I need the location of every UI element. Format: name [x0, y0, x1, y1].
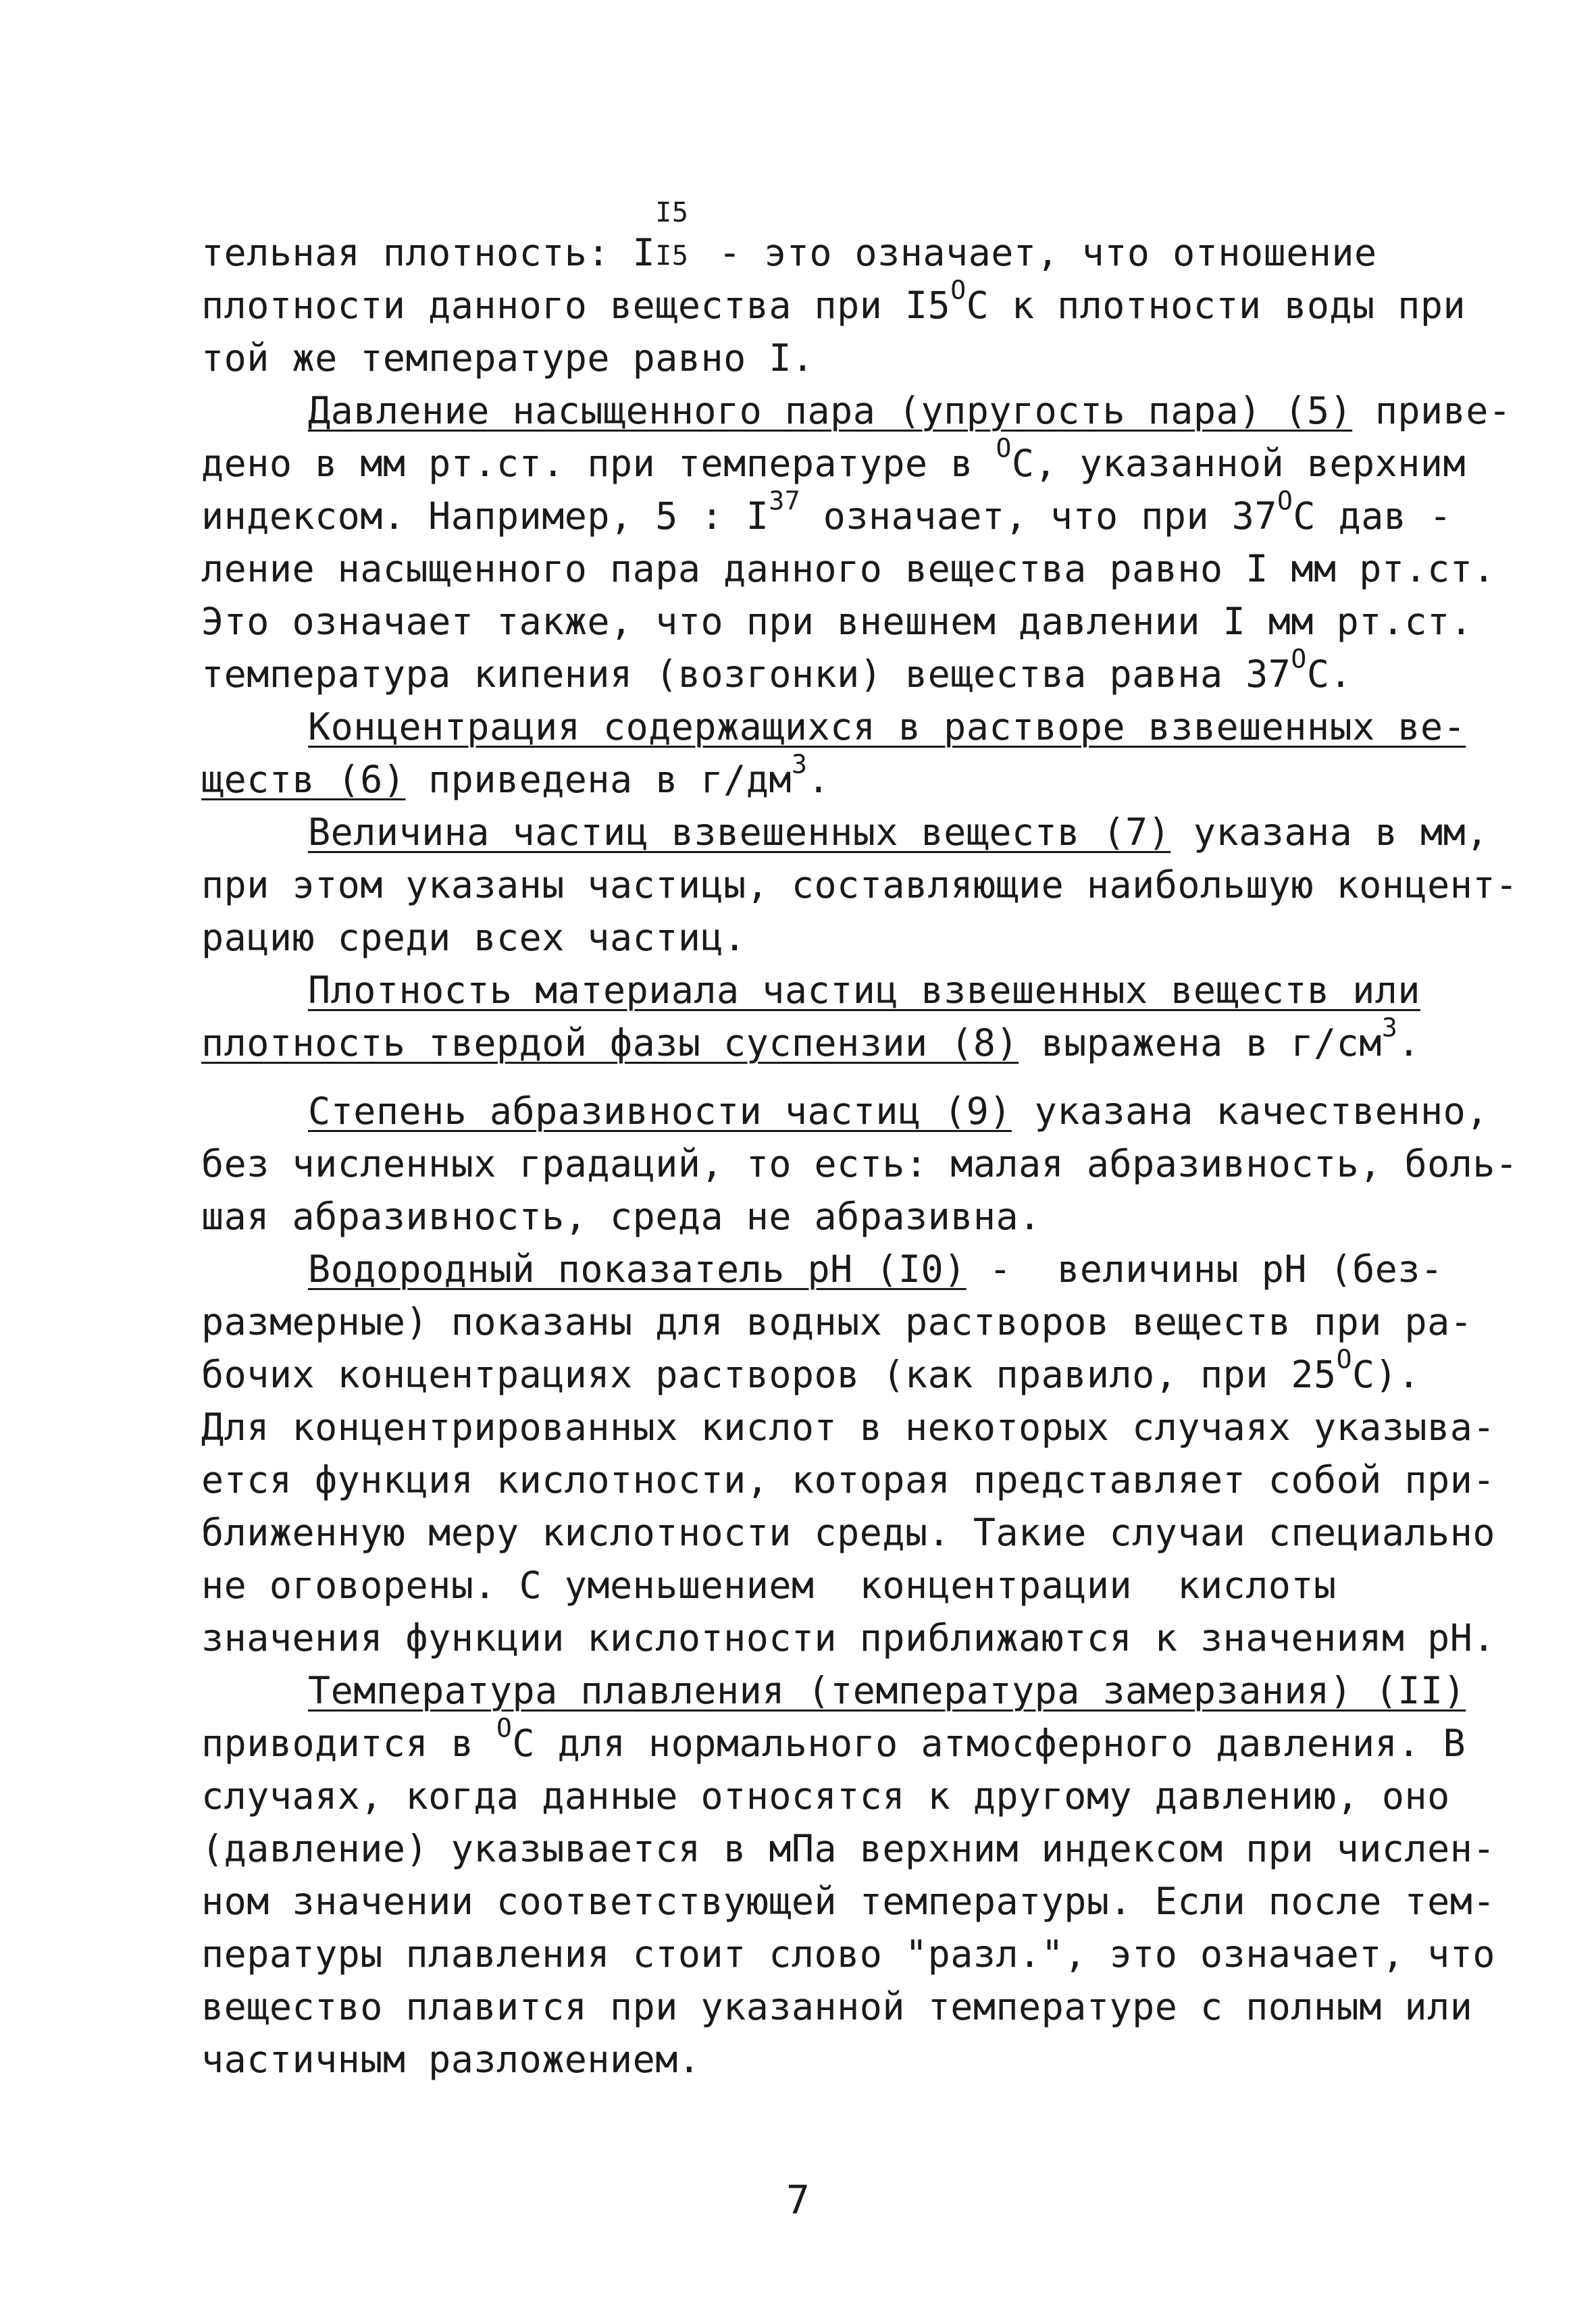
text-line: ление насыщенного пара данного вещества равно I мм рт.ст. [201, 547, 1495, 590]
text-line: Это означает также, что при внешнем давлении I мм рт.ст. [201, 600, 1473, 643]
text-line: тельная плотность: I I5 I5 - это означает, что отношение [201, 197, 1377, 274]
section-heading: Давление насыщенного пара (упругость пара) (5) [308, 389, 1353, 432]
text-line: частичным разложением. [201, 2038, 701, 2081]
text-line: температура кипения (возгонки) вещества равна $37^OС$. [201, 644, 1353, 696]
text-line: ном значении соответствующей температуры. Если после тем- [201, 1880, 1495, 1923]
section-heading: плотность твердой фазы суспензии (8) [201, 1021, 1019, 1064]
section-heading: Степень абразивности частиц (9) [308, 1089, 1012, 1133]
text-line [308, 964, 1420, 1017]
text-line: дено в мм рт.ст. при температуре в $^O$С, указанной верхним [201, 433, 1466, 485]
text-line: индексом. Например, 5 : $I^{37}$ означает, что при $37^OС$ дав - [201, 486, 1452, 538]
text-line: Давление насыщенного пара (упругость пара) (5) приве- [308, 389, 1512, 432]
text-line: рацию среди всех частиц. [201, 916, 746, 959]
text-line: пературы плавления стоит слово "разл.", это означает, что [201, 1932, 1495, 1976]
section-heading: Температура плавления (температура замерзания) (II) [308, 1669, 1466, 1712]
text-line: той же температуре равно I. [201, 336, 815, 380]
text-line: приводится в $^O$С для нормального атмосферного давления. В [201, 1713, 1466, 1765]
text-line: бочих концентрациях растворов (как правило, при $25^OС$). [201, 1344, 1420, 1396]
page-number: 7 [786, 2177, 810, 2223]
text-line: (давление) указывается в мПа верхним индексом при числен- [201, 1827, 1495, 1870]
section-heading: Водородный показатель рН (I0) [308, 1248, 967, 1291]
text-line: значения функции кислотности приближаются к значениям рН. [201, 1616, 1495, 1660]
text-line: размерные) показаны для водных растворов веществ при ра- [201, 1300, 1473, 1343]
section-heading: Величина частиц взвешенных веществ (7) [308, 811, 1171, 854]
text-line: Степень абразивности частиц (9) указана качественно, [308, 1089, 1489, 1133]
text-line [308, 1664, 1466, 1717]
text-line: ближенную меру кислотности среды. Такие случаи специально [201, 1511, 1495, 1554]
text-line: Для концентрированных кислот в некоторых случаях указыва- [201, 1406, 1495, 1449]
section-heading: Концентрация содержащихся в растворе взвешенных ве- [308, 705, 1466, 748]
section-heading: ществ (6) [201, 758, 406, 801]
text-line: при этом указаны частицы, составляющие наибольшую концент- [201, 863, 1518, 906]
text-line: ется функция кислотности, которая представляет собой при- [201, 1458, 1495, 1501]
text-line: плотность твердой фазы суспензии (8) выражена в $г/см^3$. [201, 1012, 1420, 1064]
text-line: Величина частиц взвешенных веществ (7) указана в мм, [308, 811, 1489, 854]
text-line: шая абразивность, среда не абразивна. [201, 1195, 1041, 1238]
density-fraction: I5 I5 [655, 197, 689, 272]
text-line: вещество плавится при указанной температуре с полным или [201, 1985, 1473, 2028]
text-line: случаях, когда данные относятся к другому давлению, оно [201, 1774, 1450, 1818]
text-line: без численных градаций, то есть: малая абразивность, боль- [201, 1142, 1518, 1185]
text-line: не оговорены. С уменьшением концентрации кислоты [201, 1564, 1337, 1607]
text-line: плотности данного вещества при $I5^OС$ к плотности воды при [201, 275, 1466, 327]
text-line: ществ (6) приведена в $г/дм^3$. [201, 749, 830, 801]
text-line: Водородный показатель рН (I0) - величины рН (без- [308, 1248, 1443, 1291]
text-line [308, 700, 1466, 753]
section-heading: Плотность материала частиц взвешенных веществ или [308, 969, 1421, 1012]
